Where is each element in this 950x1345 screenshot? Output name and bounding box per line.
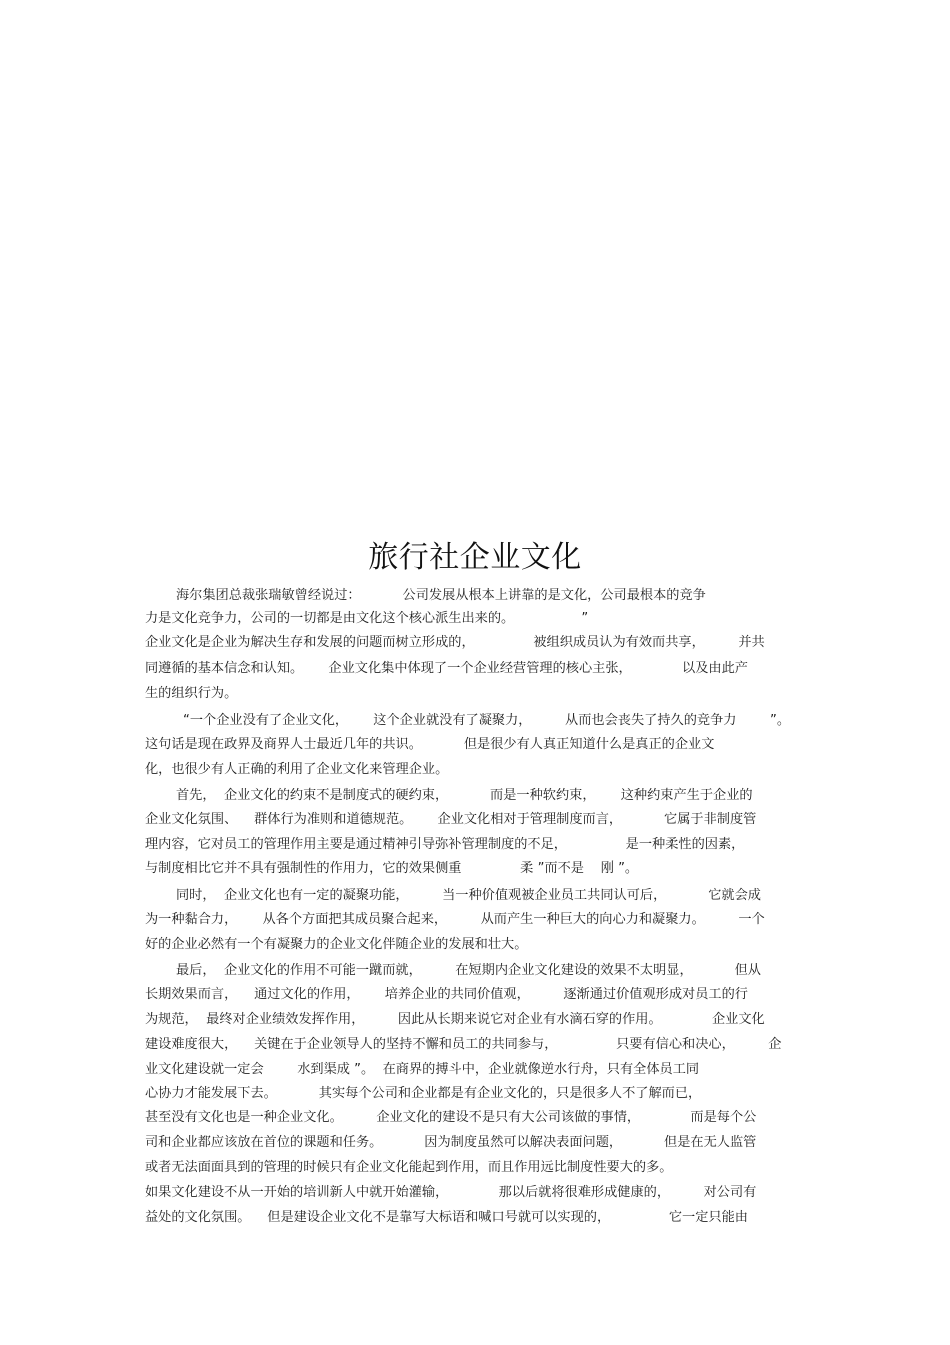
paragraph-line: 理内容，它对员工的管理作用主要是通过精神引导弥补管理制度的不足， 是一种柔性的因素， xyxy=(145,837,745,852)
paragraph-line: 企业文化氛围、 群体行为准则和道德规范。 企业文化相对于管理制度而言， 它属于非制度管 xyxy=(145,812,757,827)
paragraph-line: 同时， 企业文化也有一定的凝聚功能， 当一种价值观被企业员工共同认可后， 它就会成 xyxy=(176,888,761,903)
paragraph-line: 与制度相比它并不具有强制性的作用力，它的效果侧重 柔 ”而不是 刚 ”。 xyxy=(145,861,639,876)
paragraph-line: 甚至没有文化也是一种企业文化。 企业文化的建设不是只有大公司该做的事情， 而是每个公 xyxy=(145,1110,757,1125)
paragraph-line: 最后， 企业文化的作用不可能一蹴而就， 在短期内企业文化建设的效果不太明显， 但从 xyxy=(176,963,761,978)
paragraph-line: 好的企业必然有一个有凝聚力的企业文化伴随企业的发展和壮大。 xyxy=(145,937,528,952)
paragraph-line: 海尔集团总裁张瑞敏曾经说过： 公司发展从根本上讲靠的是文化，公司最根本的竞争 xyxy=(176,588,706,603)
paragraph-line: “一个企业没有了企业文化， 这个企业就没有了凝聚力， 从而也会丧失了持久的竞争力 ”。 xyxy=(183,713,791,728)
paragraph-line: 这句话是现在政界及商界人士最近几年的共识。 但是很少有人真正知道什么是真正的企业文 xyxy=(145,737,715,752)
paragraph-line: 生的组织行为。 xyxy=(145,686,238,701)
paragraph-line: 心协力才能发展下去。 其实每个公司和企业都是有企业文化的，只是很多人不了解而已， xyxy=(145,1086,702,1101)
paragraph-line: 为规范， 最终对企业绩效发挥作用， 因此从长期来说它对企业有水滴石穿的作用。 企业文化 xyxy=(145,1012,765,1027)
paragraph-line: 益处的文化氛围。 但是建设企业文化不是靠写大标语和喊口号就可以实现的， 它一定只能由 xyxy=(145,1210,748,1225)
paragraph-line: 业文化建设就一定会 水到渠成 ”。 在商界的搏斗中，企业就像逆水行舟，只有全体员工同 xyxy=(145,1062,700,1077)
paragraph-line: 司和企业都应该放在首位的课题和任务。 因为制度虽然可以解决表面问题， 但是在无人监管 xyxy=(145,1135,757,1150)
paragraph-line: 如果文化建设不从一开始的培训新人中就开始灌输， 那以后就将很难形成健康的， 对公司有 xyxy=(145,1185,757,1200)
paragraph-line: 同遵循的基本信念和认知。 企业文化集中体现了一个企业经营管理的核心主张， 以及由此产 xyxy=(145,661,748,676)
paragraph-line: 力是文化竞争力，公司的一切都是由文化这个核心派生出来的。 ” xyxy=(145,611,589,626)
paragraph-line: 首先， 企业文化的约束不是制度式的硬约束， 而是一种软约束， 这种约束产生于企业的 xyxy=(176,788,753,803)
paragraph-line: 化，也很少有人正确的利用了企业文化来管理企业。 xyxy=(145,762,449,777)
paragraph-line: 企业文化是企业为解决生存和发展的问题而树立形成的， 被组织成员认为有效而共享， 并共 xyxy=(145,635,765,650)
paragraph-line: 或者无法面面具到的管理的时候只有企业文化能起到作用，而且作用远比制度性要大的多。 xyxy=(145,1160,673,1175)
paragraph-line: 建设难度很大， 关键在于企业领导人的坚持不懈和员工的共同参与， 只要有信心和决心， 企 xyxy=(145,1037,782,1052)
paragraph-line: 长期效果而言， 通过文化的作用， 培养企业的共同价值观， 逐渐通过价值观形成对员工的行 xyxy=(145,987,748,1002)
paragraph-line: 为一种黏合力， 从各个方面把其成员聚合起来， 从而产生一种巨大的向心力和凝聚力。 一个 xyxy=(145,912,765,927)
document-title: 旅行社企业文化 xyxy=(368,540,582,575)
